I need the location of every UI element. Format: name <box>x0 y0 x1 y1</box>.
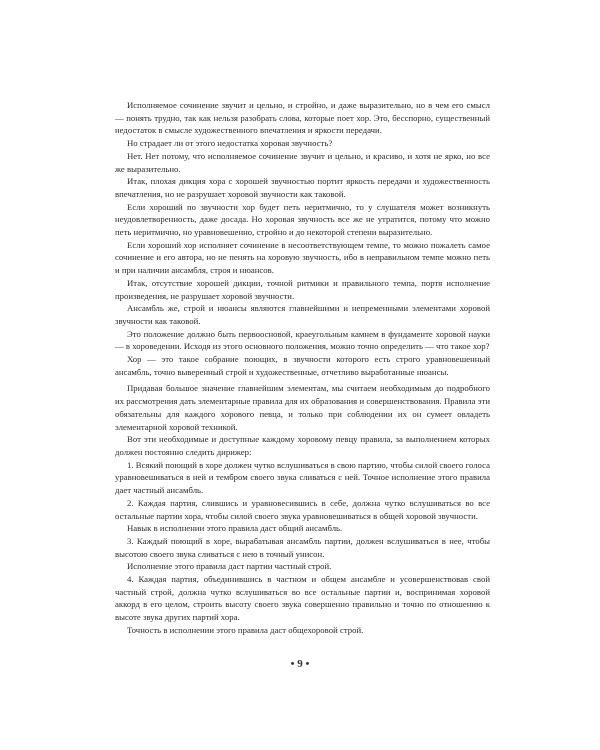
paragraph: Итак, плохая дикция хора с хорошей звучностью портит яркость передачи и художественность впечатления, но не разрушает хоровой звучности как таковой. <box>115 176 490 199</box>
paragraph: Если хороший по звучности хор будет петь неритмично, то у слушателя может возникнуть неудовлетворенность, даже досада. Но хоровая звучность все же не утратится, потому что можно петь неритмично, но уравновешенно, стройно и до некоторой степени выразительно. <box>115 201 490 238</box>
paragraph: Навык в исполнении этого правила даст общий ансамбль. <box>127 523 343 534</box>
page-number: • 9 • <box>290 658 310 670</box>
paragraph: Хор — это такое собрание поющих, в звучности которого есть строго уравновешенный ансамбль, точно выверенный строй и художественные, отчетливо выработанные нюансы. <box>115 354 490 377</box>
paragraph: Но страдает ли от этого недостатка хоровая звучность? <box>127 138 333 149</box>
paragraph: Точность в исполнении этого правила даст общехоровой строй. <box>127 624 364 635</box>
paragraph: 3. Каждый поющий в хоре, вырабатывая ансамбль партии, должен вслушиваться в нее, чтобы высотою своего звука сливаться с нею в точный унисон. <box>115 535 490 559</box>
paragraph: Если хороший хор исполняет сочинение в несоответствующем темпе, то можно пожалеть самое сочинение и его автора, но не пенять на хоровую звучность, ибо в неправильном темпе можно петь и при наличии ансамбля, строя и нюансов. <box>115 239 490 276</box>
paragraph: 4. Каждая партия, объединившись в частном и общем ансамбле и усовершенствовав свой частный строй, должна чутко вслушиваться во все остальные партии и, воспринимая хоровой аккорд в его целом, строить высоту своего звука совершенно правильно и точно по отношению к высоте звука других партий хора. <box>115 574 490 623</box>
paragraph: Придавая большое значение главнейшим элементам, мы считаем необходимым до подробного их рассмотрения дать элементарные правила для их образования и совершенствования. Правила эти обязательны для каждого хорового певца, и только при соблюдении их он сумеет овладеть элементарной хоровой техникой. <box>115 383 490 432</box>
paragraph: Ансамбль же, строй и нюансы являются главнейшими и непременными элементами хоровой звучности как таковой. <box>115 303 490 326</box>
paragraph: Итак, отсутствие хорошей дикции, точной ритмики и правильного темпа, портя исполнение произведения, не разрушает хоровой звучности. <box>115 277 490 301</box>
paragraph: Нет. Нет потому, что исполняемое сочинение звучит и цельно, и красиво, и хотя не ярко, но все же выразительно. <box>115 150 490 174</box>
paragraph: Исполнение этого правила даст партии частный строй. <box>127 561 332 572</box>
paragraph: Исполняемое сочинение звучит и цельно, и стройно, и даже выразительно, но в чем его смысл — понять трудно, так как нельзя разобрать слова, которые поет хор. Это, бесспорно, существенный недостаток в смысле художественного впечатления и яркости передачи. <box>115 100 490 136</box>
paragraph: Это положение должно быть первоосновой, краеугольным камнем в фундаменте хоровой науки — в хороведении. Исходя из этого основного положения, можно точно определить — что такое хор? <box>115 328 490 352</box>
paragraph: 1. Всякий поющий в хоре должен чутко вслушиваться в свою партию, чтобы силой своего голоса уравновешиваться в ней и тембром своего звука сливаться с ней. Точное исполнение этого правила дает частный ансамбль. <box>115 459 490 496</box>
paragraph: Вот эти необходимые и доступные каждому хоровому певцу правила, за выполнением которых должен постоянно следить дирижер: <box>115 434 490 457</box>
paragraph: 2. Каждая партия, слившись и уравновесившись в себе, должна чутко вслушиваться во все остальные партии хора, чтобы силой своего звука уравновешиваться в общей хоровой звучности. <box>115 497 490 521</box>
body-text <box>115 99 490 637</box>
